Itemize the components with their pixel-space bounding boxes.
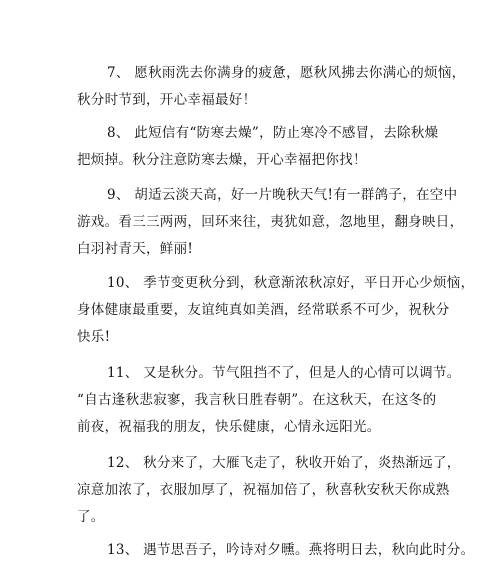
paragraph-line: “自古逢秋悲寂寥，我言秋日胜春朝”。在这秋天，在这冬的 xyxy=(77,392,437,408)
paragraph-line: 11、 又是秋分。节气阻挡不了，但是人的心情可以调节。 xyxy=(107,365,461,381)
paragraph-11 xyxy=(77,360,461,441)
paragraph-line: 游戏。看三三两两，回环来往，夷犹如意，忽地里，翻身映日， xyxy=(77,214,464,230)
paragraph-9 xyxy=(77,182,464,263)
paragraph-line: 7、 愿秋雨洗去你满身的疲惫，愿秋风拂去你满心的烦恼， xyxy=(107,65,466,81)
paragraph-12 xyxy=(77,450,461,531)
paragraph-line: 8、 此短信有“防寒去燥”，防止寒冷不感冒，去除秋燥 xyxy=(107,125,439,141)
paragraph-line: 身体健康最重要，友谊纯真如美酒，经常联系不可少，祝秋分 xyxy=(77,302,450,318)
paragraph-line: 9、 胡适云淡天高，好一片晚秋天气!有一群鸽子，在空中 xyxy=(107,187,458,203)
paragraph-line: 快乐! xyxy=(77,329,111,345)
paragraph-line: 13、 遇节思吾子，吟诗对夕曛。燕将明日去，秋向此时分。 xyxy=(107,542,475,558)
paragraph-7 xyxy=(77,60,466,114)
paragraph-line: 了。 xyxy=(77,509,105,525)
paragraph-8 xyxy=(77,120,447,174)
paragraph-10 xyxy=(77,270,475,351)
paragraph-line: 把烦掉。秋分注意防寒去燥，开心幸福把你找！ xyxy=(77,152,367,168)
paragraph-line: 秋分时节到，开心幸福最好！ xyxy=(77,92,257,108)
paragraph-line: 10、 季节变更秋分到，秋意渐浓秋凉好，平日开心少烦恼， xyxy=(107,275,475,291)
paragraph-line: 白羽衬青天，鲜丽! xyxy=(77,241,194,257)
paragraph-line: 前夜，祝福我的朋友，快乐健康，心情永远阳光。 xyxy=(77,419,381,435)
paragraph-13 xyxy=(77,537,475,564)
paragraph-line: 12、 秋分来了，大雁飞走了，秋收开始了，炎热渐远了， xyxy=(107,455,461,471)
paragraph-line: 凉意加浓了，衣服加厚了，祝福加倍了，秋喜秋安秋天你成熟 xyxy=(77,482,450,498)
